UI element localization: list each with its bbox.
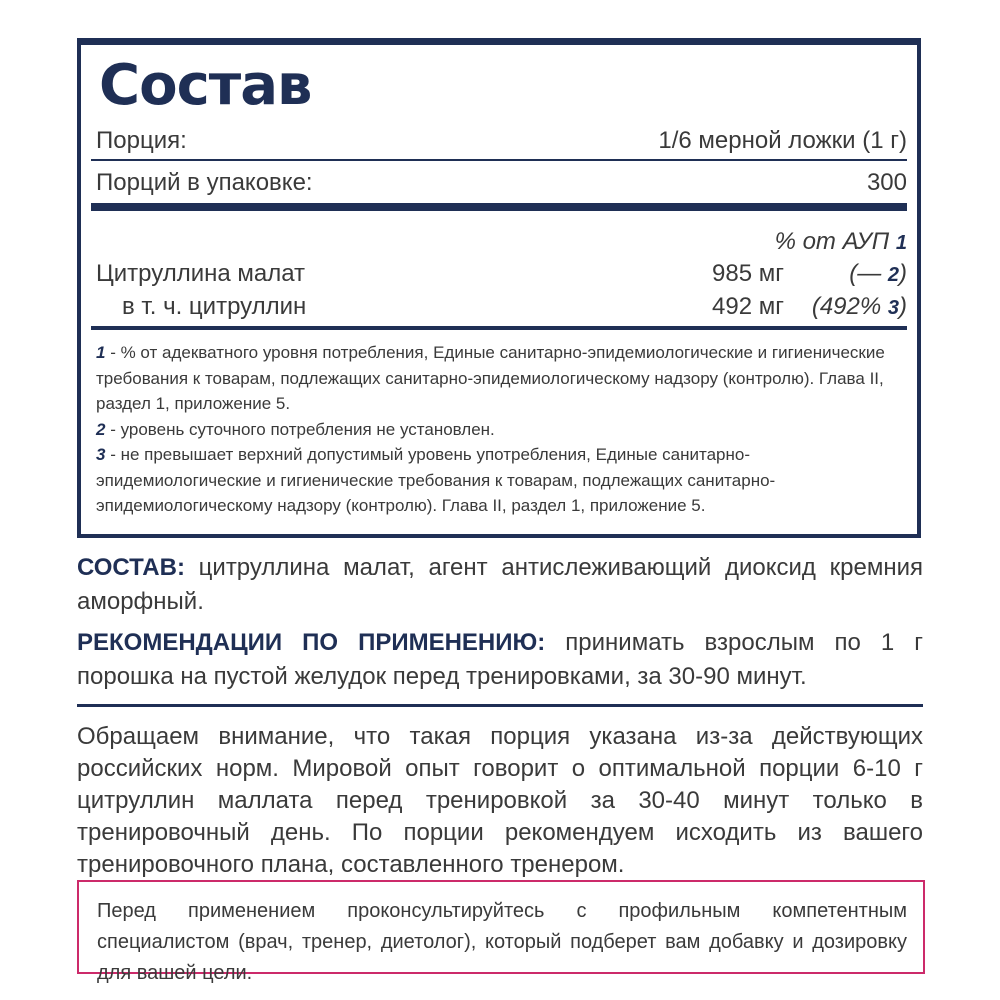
footnote (96, 417, 903, 443)
panel-title: Состав (99, 53, 312, 118)
percent-value: (— (849, 260, 882, 287)
warning-box (77, 880, 925, 984)
footnote-mark: 1 (96, 343, 106, 362)
footnotes (96, 340, 903, 519)
divider-mid (91, 326, 907, 330)
recommendations-text: принимать взрослым по 1 г порошка на пустой желудок перед тренировками, за 30-90 минут. (77, 629, 923, 690)
footnote-mark: 2 (96, 419, 106, 439)
serving-value: 1/6 мерной ложки (1 г) (658, 127, 907, 154)
servings-value: 300 (866, 169, 907, 196)
footnote (96, 340, 903, 417)
composition-section (77, 551, 923, 619)
footnote (96, 442, 903, 519)
divider (91, 159, 907, 161)
ingredient-name: в т. ч. цитруллин (122, 293, 307, 320)
servings-label: Порций в упаковке: (96, 169, 313, 196)
recommendations-label: РЕКОМЕНДАЦИИ ПО ПРИМЕНЕНИЮ: (77, 629, 546, 656)
percent-close: ) (899, 260, 907, 287)
percent-close: ) (899, 293, 907, 320)
footnote-ref: 3 (887, 297, 899, 319)
attention-note: Обращаем внимание, что такая порция указана из-за действующих российских норм. Мировой опыт говорит о оптимальной порции 6-10 г цитруллин маллата перед тренировкой за 30-40 минут только в тренировочный день. По порции рекомендуем исходить из вашего тренировочного плана, составленного тренером. (77, 723, 923, 878)
divider-thick (91, 203, 907, 211)
composition-text: цитруллина малат, агент антислеживающий диоксид кремния аморфный. (77, 554, 923, 615)
aup-header-text: % от АУП (774, 228, 890, 255)
ingredient-name: Цитруллина малат (96, 260, 306, 287)
ingredient-amount: 985 мг (712, 260, 784, 287)
aup-ref: 1 (895, 232, 907, 254)
footnote-text: - уровень суточного потребления не установлен. (105, 419, 495, 439)
section-divider (77, 704, 923, 707)
footnote-ref: 2 (887, 264, 899, 286)
footnote-mark: 3 (96, 445, 106, 464)
warning-text: Перед применением проконсультируйтесь с профильным компетентным специалистом (врач, тренер, диетолог), который подберет вам добавку и дозировку для вашей цели. (97, 900, 907, 984)
ingredient-percent (812, 293, 907, 321)
ingredient-percent (849, 260, 907, 288)
composition-label: СОСТАВ: (77, 554, 185, 581)
recommendations-section (77, 626, 923, 694)
percent-value: (492% (811, 293, 882, 320)
ingredient-amount: 492 мг (712, 293, 784, 320)
serving-label: Порция: (96, 127, 187, 154)
footnote-text: - % от адекватного уровня потребления, Единые санитарно-эпидемиологические и гигиенические требования к товарам, подлежащих санитарно-эпидемиологическому надзору (контролю). Глава II, раздел 1, приложение 5. (96, 343, 885, 413)
supplement-facts-panel (77, 38, 921, 538)
footnote-text: - не превышает верхний допустимый уровень употребления, Единые санитарно-эпидемиологические и гигиенические требования к товарам, подлежащих санитарно-эпидемиологическому надзору (контролю). Глава II, раздел 1, приложение 5. (96, 445, 776, 515)
aup-header (775, 228, 907, 256)
